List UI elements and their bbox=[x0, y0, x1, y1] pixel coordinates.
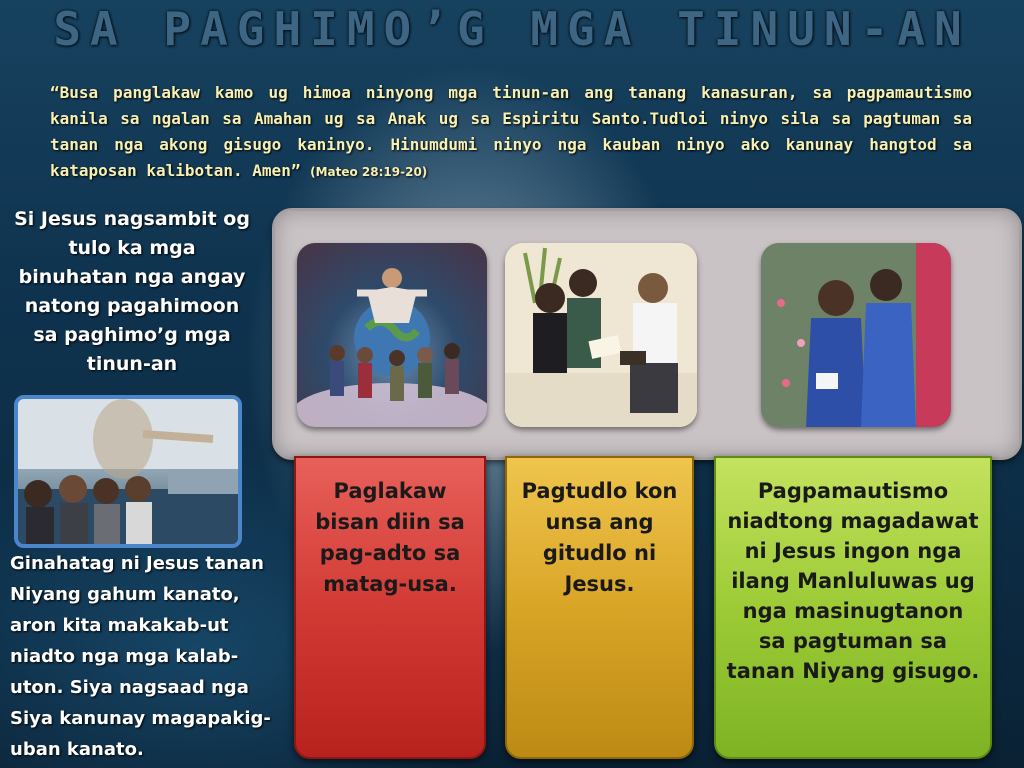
card-teach bbox=[505, 456, 694, 759]
quote-text: “Busa panglakaw kamo ug himoa ninyong mga tinun-an ang tanang kanasuran, sa pagpamautismo kanila sa ngalan sa Amahan ug sa Anak ug sa Espiritu Santo.Tudloi ninyo sila sa pagtuman sa tanan nga akong gisugo kaninyo. Hinumdumi ninyo nga kauban ninyo ako kanunay hangtod sa kataposan kalibotan. Amen” bbox=[50, 83, 972, 180]
card-go bbox=[294, 456, 486, 759]
bible-study-photo bbox=[505, 243, 697, 427]
bible-study-illustration bbox=[505, 243, 697, 427]
baptism-illustration bbox=[761, 243, 951, 427]
quote-reference: (Mateo 28:19-20) bbox=[310, 165, 428, 179]
card-go-text: Paglakaw bisan diin sa pag-adto sa matag-usa. bbox=[315, 479, 465, 596]
jesus-pointing-photo bbox=[14, 395, 242, 548]
baptism-photo bbox=[761, 243, 951, 427]
scripture-quote bbox=[50, 80, 972, 185]
jesus-pointing-illustration bbox=[18, 399, 238, 544]
photo-panel bbox=[272, 208, 1022, 460]
slide-title: SA PAGHIMO’G MGA TINUN-AN bbox=[53, 2, 971, 56]
jesus-globe-photo bbox=[297, 243, 487, 427]
card-baptize-text: Pagpamautismo niadtong magadawat ni Jesus ingon nga ilang Manluluwas ug nga masinugtanon sa pagtuman sa tanan Niyang gisugo. bbox=[726, 479, 980, 683]
jesus-globe-illustration bbox=[297, 243, 487, 427]
body-text: Ginahatag ni Jesus tanan Niyang gahum kanato, aron kita makakab-ut niadto nga mga kalab-uton. Siya nagsaad nga Siya kanunay magapakig-uban kanato. bbox=[10, 553, 271, 760]
card-baptize bbox=[714, 456, 992, 759]
intro-text: Si Jesus nagsambit og tulo ka mga binuhatan nga angay natong pagahimoon sa paghimo’g mga tinun-an bbox=[14, 208, 250, 375]
card-teach-text: Pagtudlo kon unsa ang gitudlo ni Jesus. bbox=[521, 479, 678, 596]
